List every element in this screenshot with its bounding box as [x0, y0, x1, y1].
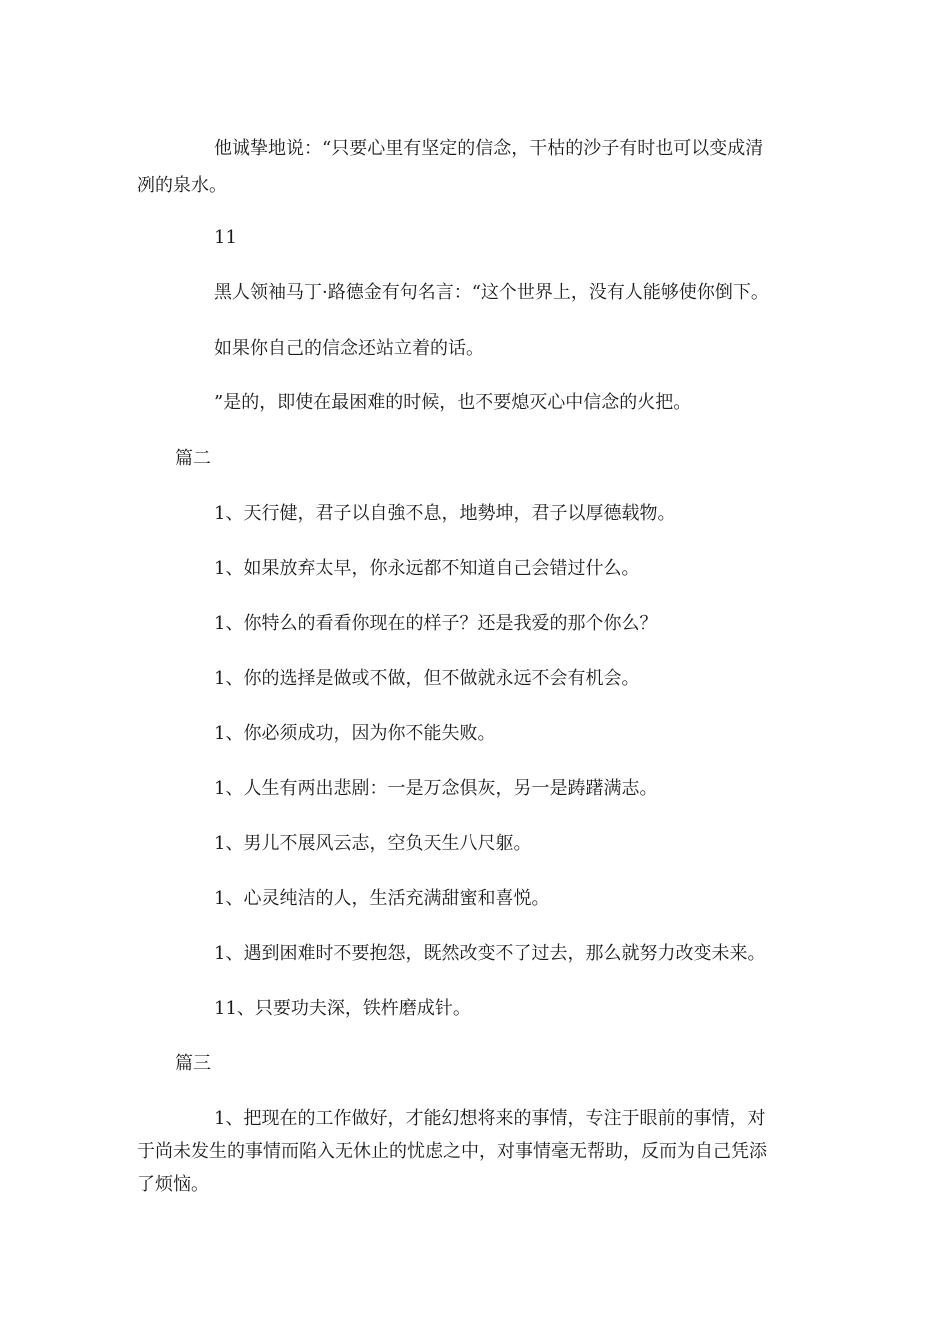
paragraph-line: 了烦恼。: [137, 1174, 209, 1195]
paragraph-line: 如果你自己的信念还站立着的话。: [214, 338, 484, 359]
list-item: 11、只要功夫深，铁杵磨成针。: [214, 998, 471, 1019]
list-item: 1、心灵纯洁的人，生活充满甜蜜和喜悦。: [214, 888, 550, 909]
list-item: 1、你特么的看看你现在的样子？还是我爱的那个你么？: [214, 613, 658, 634]
list-item: 1、你必须成功，因为你不能失败。: [214, 723, 496, 744]
list-item: 1、遇到困难时不要抱怨，既然改变不了过去，那么就努力改变未来。: [214, 943, 766, 964]
list-item: 1、人生有两出悲剧：一是万念俱灰，另一是踌躇满志。: [214, 778, 658, 799]
list-item: 1、如果放弃太早，你永远都不知道自己会错过什么。: [214, 558, 640, 579]
paragraph-line: 于尚未发生的事情而陷入无休止的忧虑之中，对事情毫无帮助，反而为自己凭添: [137, 1141, 767, 1162]
list-item: 1、你的选择是做或不做，但不做就永远不会有机会。: [214, 668, 640, 689]
paragraph-line: 1、把现在的工作做好，才能幻想将来的事情，专注于眼前的事情，对: [214, 1108, 766, 1129]
paragraph-line: 他诚挚地说：“只要心里有坚定的信念，干枯的沙子有时也可以变成清: [214, 138, 764, 159]
list-item: 1、男儿不展风云志，空负天生八尺躯。: [214, 833, 532, 854]
section-heading: 篇二: [175, 448, 211, 469]
paragraph-line: ”是的，即使在最困难的时候，也不要熄灭心中信念的火把。: [214, 392, 692, 413]
paragraph-line: 冽的泉水。: [137, 175, 227, 196]
paragraph-line: 11: [214, 227, 237, 248]
paragraph-line: 黑人领袖马丁·路德金有句名言：“这个世界上，没有人能够使你倒下。: [214, 282, 769, 303]
section-heading: 篇三: [175, 1053, 211, 1074]
list-item: 1、天行健，君子以自強不息，地勢坤，君子以厚德载物。: [214, 503, 676, 524]
